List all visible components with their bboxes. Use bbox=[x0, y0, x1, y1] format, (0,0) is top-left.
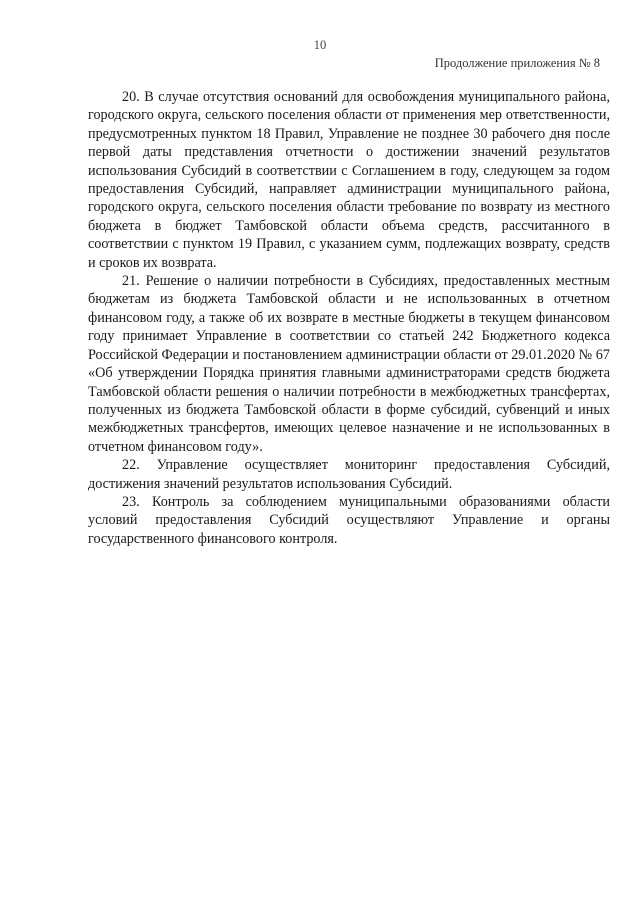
appendix-continuation-note: Продолжение приложения № 8 bbox=[434, 56, 600, 70]
paragraph-22: 22. Управление осуществляет мониторинг предоставления Субсидий, достижения значений результатов использования Субсидий. bbox=[88, 457, 610, 492]
paragraph-21: 21. Решение о наличии потребности в Субсидиях, предоставленных местным бюджетам из бюджета Тамбовской области и не использованных в отчетном финансовом году, а также об их возврате в местные бюджеты в текущем финансовом году принимает Управление в соответствии со статьей 242 Бюджетного кодекса Российской Федерации и постановлением администрации области от 29.01.2020 № 67 «Об утверждении Порядка принятия главными администраторами средств бюджета Тамбовской области решения о наличии потребности в межбюджетных трансфертах, полученных из бюджета Тамбовской области в форме субсидий, субвенций и иных межбюджетных трансфертов, имеющих целевое назначение и не использованных в отчетном финансовом году». bbox=[88, 273, 610, 455]
paragraph-20: 20. В случае отсутствия оснований для освобождения муниципального района, городского округа, сельского поселения области от применения мер ответственности, предусмотренных пунктом 18 Правил, Управление не позднее 30 рабочего дня после первой даты представления отчетности о достижении значений результатов использования Субсидий в соответствии с Соглашением в году, следующем за годом предоставления Субсидий, направляет администрации муниципального района, городского округа, сельского поселения области требование по возврату из местного бюджета в бюджет Тамбовской области объема средств, рассчитанного в соответствии с пунктом 19 Правил, с указанием сумм, подлежащих возврату, средств и сроков их возврата. bbox=[88, 89, 610, 271]
document-body bbox=[88, 88, 610, 548]
page-number: 10 bbox=[313, 38, 327, 52]
paragraph-23: 23. Контроль за соблюдением муниципальными образованиями области условий предоставления Субсидий осуществляют Управление и органы государственного финансового контроля. bbox=[88, 493, 610, 547]
